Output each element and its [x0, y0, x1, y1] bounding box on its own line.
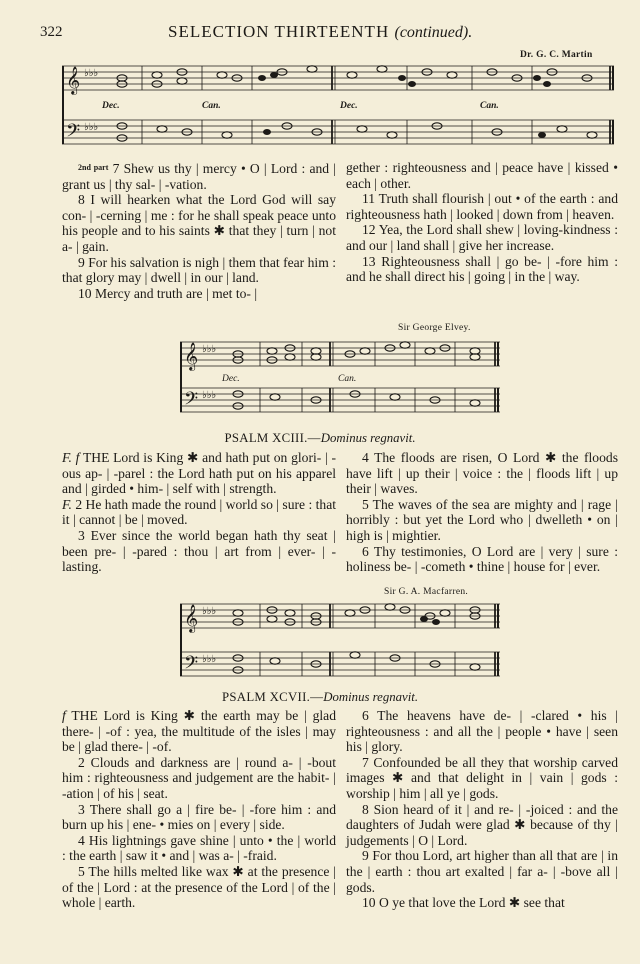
- verse-10-cont: gether : righteousness and | peace have | kissed • each | other.: [346, 160, 618, 191]
- psalm97-left-column: [62, 708, 336, 911]
- svg-text:♭♭♭: ♭♭♭: [84, 68, 99, 79]
- svg-text:𝄢: 𝄢: [66, 120, 81, 145]
- svg-text:𝄞: 𝄞: [184, 606, 199, 632]
- verse-13: 13 Righteousness shall | go be- | -fore him : and he shall direct his | going | in the | way.: [346, 253, 618, 285]
- chant1-mark-dec-1: Dec.: [102, 101, 120, 111]
- psalm97-verse-7: 7 Confounded be all they that worship carved images ✱ and that delight in | vain | gods : worship | him | all ye | gods.: [346, 754, 618, 801]
- chant1-mark-can-1: Can.: [202, 101, 221, 111]
- svg-text:𝄞: 𝄞: [184, 344, 199, 370]
- chant1-mark-dec-2: Dec.: [340, 101, 358, 111]
- psalm97-verse-1: f THE Lord is King ✱ the earth may be | glad there- | -of : yea, the multitude of the isles | may be | glad there- | -of.: [62, 708, 336, 755]
- verse-7: $^{2nd part}$ 7 Shew us thy | mercy • O | Lord : and | grant us | thy sal- | -vation.: [62, 161, 336, 192]
- running-header: [168, 22, 472, 42]
- psalm97-verse-6: 6 The heavens have de- | -clared • his | righteousness : and all the | people • have | seen his | glory.: [346, 708, 618, 755]
- psalm97-right-column: [346, 708, 618, 911]
- psalm93-heading: PSALM XCIII.—Dominus regnavit.: [224, 431, 416, 445]
- header-title: SELECTION THIRTEENTH: [168, 22, 390, 41]
- chant2-mark-dec: Dec.: [222, 374, 240, 384]
- chant3-music-score: [180, 600, 500, 682]
- svg-text:𝄢: 𝄢: [184, 652, 199, 677]
- psalm97-verse-3: 3 There shall go a | fire be- | -fore him : and burn up his | ene- • mies on | every | side.: [62, 801, 336, 833]
- svg-text:𝄞: 𝄞: [66, 68, 81, 94]
- psalm97-heading: PSALM XCVII.—Dominus regnavit.: [221, 690, 419, 704]
- verse-10: 10 Mercy and truth are | met to- |: [78, 285, 258, 301]
- verse-12: 12 Yea, the Lord shall shew | loving-kindness : and our | land shall | give her increase.: [346, 222, 618, 253]
- page-number: 322: [40, 24, 63, 40]
- chant2-composer: Sir George Elvey.: [398, 323, 471, 333]
- psalm93-verse-6: 6 Thy testimonies, O Lord are | very | sure : holiness be- | -cometh • thine | house for | ever.: [346, 543, 618, 575]
- section1-right-column: [346, 160, 618, 285]
- psalm93-left-column: [62, 450, 336, 575]
- section1-left-column: [62, 160, 336, 301]
- svg-text:♭♭♭: ♭♭♭: [202, 606, 217, 617]
- header-title-suffix: (continued).: [394, 24, 473, 41]
- psalm93-verse-3: 3 Ever since the world began hath thy seat | been pre- | -pared : thou | art from | ever- | -lasting.: [62, 527, 336, 575]
- psalm97-verse-4: 4 His lightnings gave shine | unto • the | world : the earth | saw it • and | was a- | -fraid.: [62, 832, 336, 864]
- psalm97-verse-2: 2 Clouds and darkness are | round a- | -bout him : righteousness and judgement are the habit- | -ation | of his | seat.: [62, 754, 336, 801]
- chant1-music-score: [62, 62, 614, 158]
- chant1-mark-can-2: Can.: [480, 101, 499, 111]
- psalm93-verse-5: 5 The waves of the sea are mighty and | rage | horribly : but yet the Lord who | dwelleth • on | high is | mightier.: [346, 496, 618, 543]
- chant2-music-score: [180, 338, 500, 418]
- verse-11: 11 Truth shall flourish | out • of the earth : and righteousness hath | looked | down from | heaven.: [346, 191, 618, 222]
- psalm97-verse-5: 5 The hills melted like wax ✱ at the presence | of the | Lord : at the presence of the Lord | of the | whole | earth.: [62, 863, 336, 911]
- psalm97-verse-8: 8 Sion heard of it | and re- | -joiced : and the daughters of Judah were glad ✱ because of thy | judgements | O | Lord.: [346, 801, 618, 848]
- svg-text:𝄢: 𝄢: [184, 388, 199, 413]
- chant3-composer: Sir G. A. Macfarren.: [384, 587, 469, 597]
- chant2-mark-can: Can.: [338, 374, 357, 384]
- verse-8: 8 I will hearken what the Lord God will say con- | -cerning | me : for he shall speak peace unto his people and to his saints ✱ that they | turn | not a- | gain.: [62, 192, 336, 254]
- psalm93-right-column: [346, 450, 618, 575]
- psalm97-verse-9: 9 For thou Lord, art higher than all that are | in the | earth : thou art exalted | far a- | -bove all | gods.: [346, 848, 618, 895]
- svg-text:♭♭♭: ♭♭♭: [202, 344, 217, 355]
- verse-9: 9 For his salvation is nigh | them that fear him : that glory may | dwell | in our | land.: [62, 254, 336, 286]
- psalm93-verse-2: F. 2 He hath made the round | world so | sure : that it | cannot | be | moved.: [62, 496, 337, 528]
- psalm93-verse-4: 4 The floods are risen, O Lord ✱ the floods have lift | up their | voice : the | floods lift | up their | waves.: [346, 450, 618, 497]
- svg-text:♭♭♭: ♭♭♭: [202, 390, 217, 401]
- svg-text:♭♭♭: ♭♭♭: [202, 654, 217, 665]
- psalm93-verse-1: F. f THE Lord is King ✱ and hath put on glori- | -ous ap- | -parel : the Lord hath put on his apparel and | girded • him- | self with | strength.: [62, 450, 337, 497]
- chant1-composer: Dr. G. C. Martin: [520, 50, 593, 60]
- psalm97-verse-10: 10 O ye that love the Lord ✱ see that: [362, 895, 565, 911]
- svg-text:♭♭♭: ♭♭♭: [84, 122, 99, 133]
